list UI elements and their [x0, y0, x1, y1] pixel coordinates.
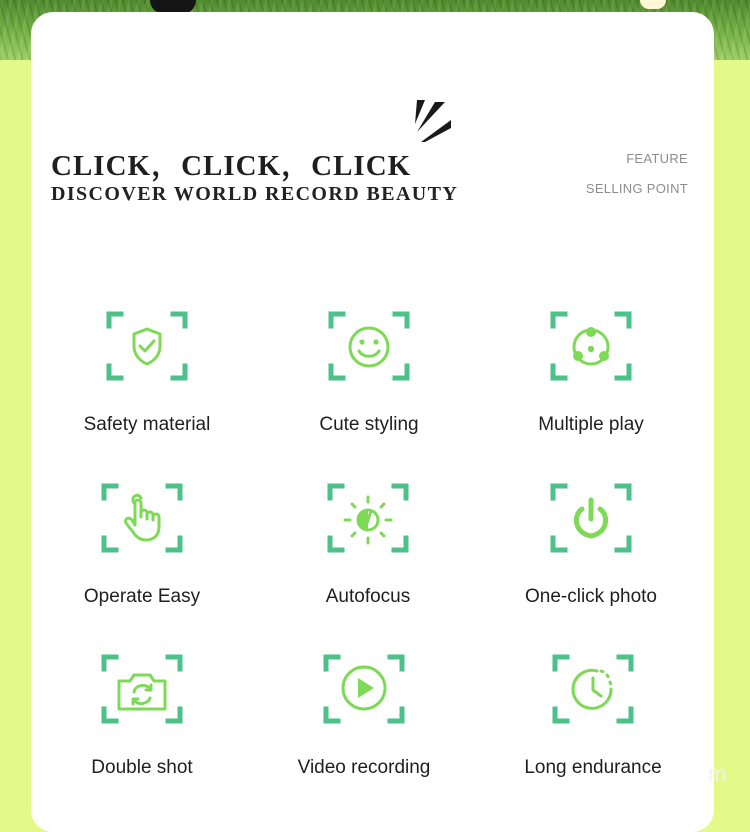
feature-label: Cute styling: [319, 414, 419, 435]
feature-label: Long endurance: [524, 757, 662, 778]
feature-item: [483, 654, 703, 779]
feature-item: [254, 654, 474, 779]
camera-switch-icon: [101, 654, 183, 724]
smiley-face-icon: [328, 311, 410, 381]
clock-history-icon: [552, 654, 634, 724]
power-icon: [550, 483, 632, 553]
feature-item: [32, 654, 252, 779]
selling-point-tag: SELLING POINT: [585, 181, 688, 196]
share-nodes-icon: [550, 311, 632, 381]
feature-item: [32, 483, 252, 608]
tap-hand-icon: [101, 483, 183, 553]
feature-tag: FEATURE: [626, 151, 688, 166]
banner-flower: [640, 0, 666, 9]
feature-label: Operate Easy: [83, 586, 201, 607]
feature-label: Double shot: [91, 757, 193, 778]
headline: CLICK，CLICK，CLICK: [51, 150, 412, 182]
feature-item: [481, 483, 701, 608]
play-circle-icon: [323, 654, 405, 724]
feature-item: [259, 311, 479, 436]
feature-label: One-click photo: [524, 586, 657, 607]
shield-check-icon: [106, 311, 188, 381]
watermark: m: [708, 761, 727, 786]
feature-item: [481, 311, 701, 436]
feature-item: [258, 483, 478, 608]
feature-label: Multiple play: [538, 414, 644, 435]
lightning-slash-icon: [411, 98, 453, 144]
feature-label: Video recording: [297, 757, 431, 778]
feature-label: Safety material: [83, 414, 211, 435]
subheadline: DISCOVER WORLD RECORD BEAUTY: [51, 183, 459, 205]
feature-item: [37, 311, 257, 436]
aperture-sun-icon: [327, 483, 409, 553]
feature-label: Autofocus: [325, 586, 411, 607]
